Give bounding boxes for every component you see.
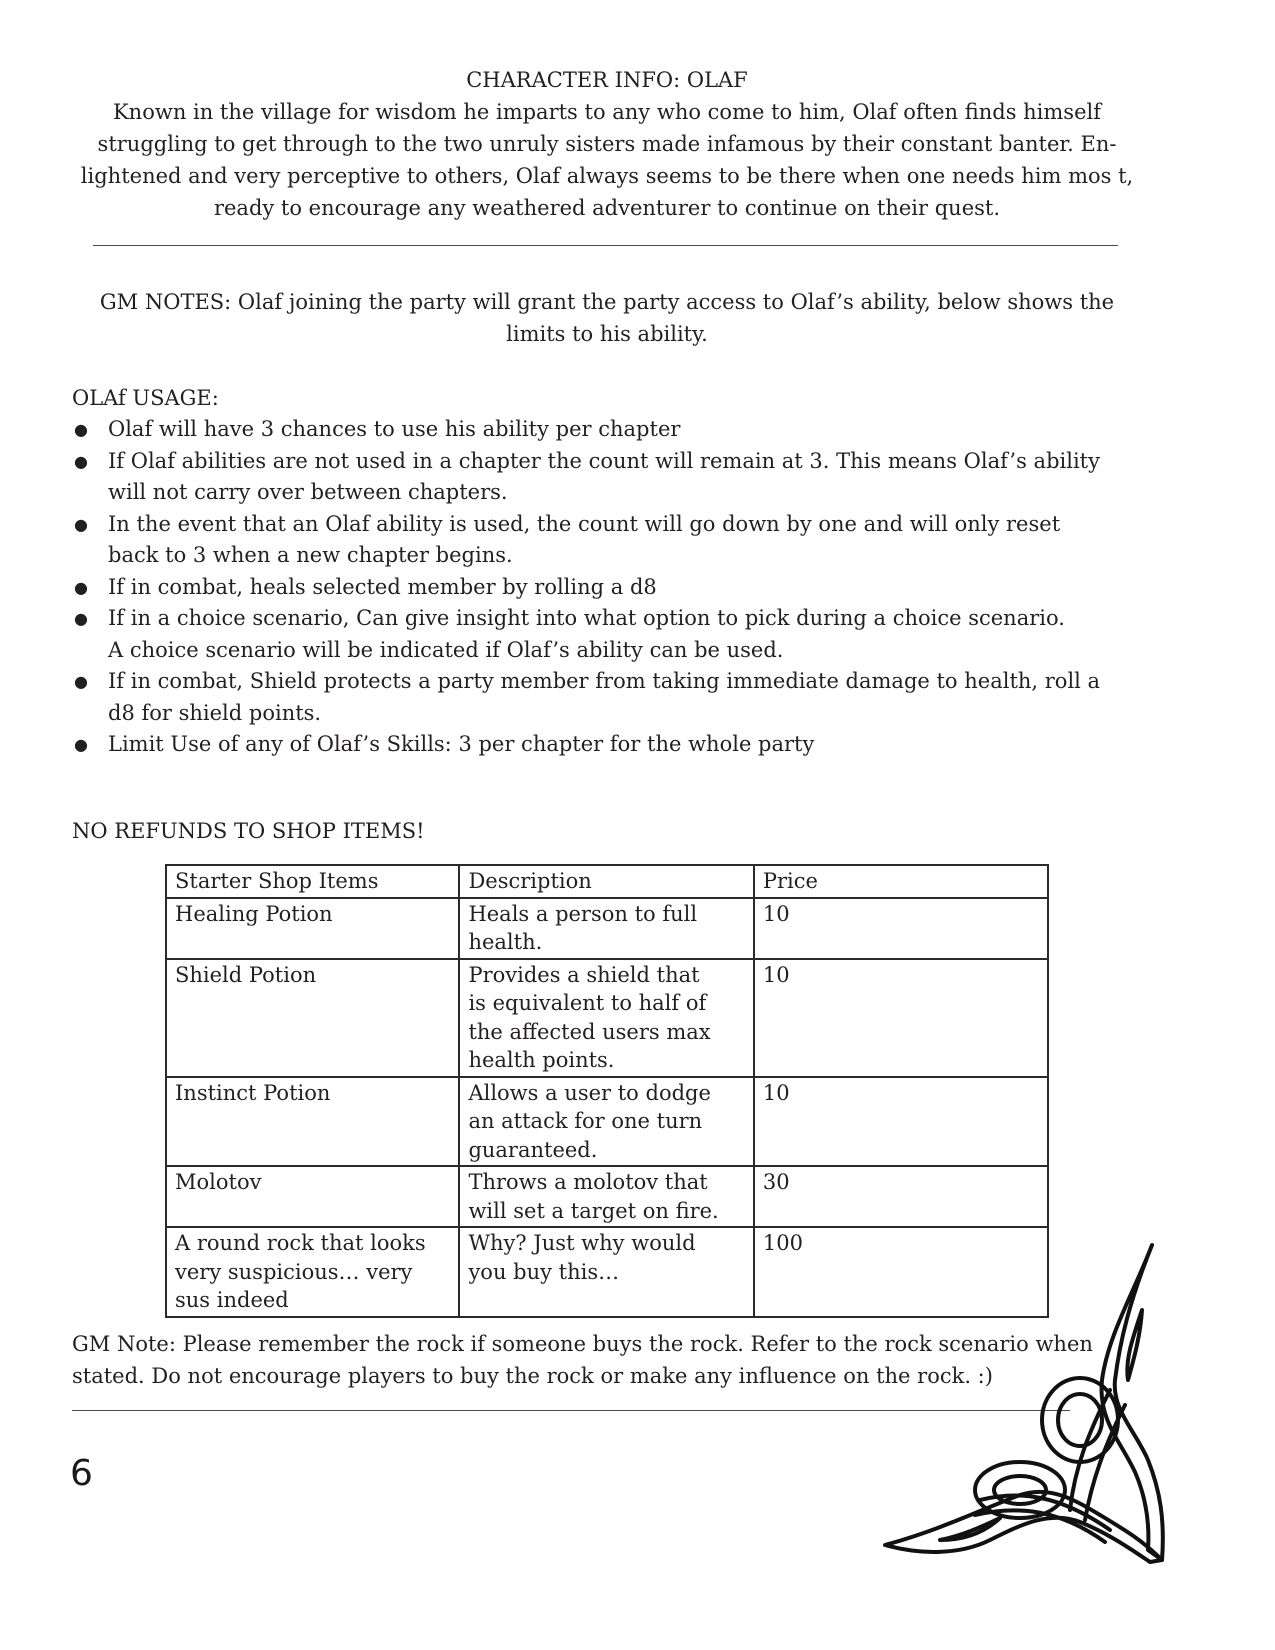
usage-item [72, 666, 1152, 729]
table-row [166, 1077, 1048, 1167]
item-name: Molotov [166, 1166, 459, 1227]
bullet-icon: ● [74, 451, 88, 471]
gm-notes-line: GM NOTES: Olaf joining the party will grant the party access to Olaf’s ability, below shows the [99, 290, 1115, 314]
gm-notes [72, 286, 1142, 350]
item-description: Provides a shield that is equivalent to half of the affected users max health points. [459, 959, 753, 1077]
item-description: Why? Just why would you buy this… [459, 1227, 753, 1317]
table-row [166, 898, 1048, 959]
item-description: Throws a molotov that will set a target on fire. [459, 1166, 753, 1227]
usage-heading: OLAf USAGE: [72, 386, 219, 410]
bullet-icon: ● [74, 672, 88, 691]
bullet-icon: ● [74, 514, 88, 534]
celtic-knot-corner-icon [880, 1240, 1180, 1580]
character-info-title: CHARACTER INFO: OLAF [466, 68, 748, 92]
usage-list [72, 414, 1152, 761]
usage-item [72, 446, 1152, 509]
usage-item-text: Limit Use of any of Olaf’s Skills: 3 per chapter for the whole party [108, 732, 815, 756]
table-header-row [166, 865, 1048, 898]
bullet-icon: ● [74, 577, 88, 597]
usage-item [72, 729, 1152, 761]
item-name: Healing Potion [166, 898, 459, 959]
column-header-price: Price [754, 865, 1048, 898]
usage-item-text: back to 3 when a new chapter begins. [108, 543, 513, 567]
usage-item-text: Olaf will have 3 chances to use his ability per chapter [108, 417, 681, 441]
table-row [166, 1166, 1048, 1227]
usage-item-text: In the event that an Olaf ability is used, the count will go down by one and will only reset [108, 511, 1061, 536]
usage-item [72, 572, 1152, 604]
item-price: 30 [754, 1166, 1048, 1227]
usage-item-text: d8 for shield points. [108, 700, 322, 725]
description-line: ready to encourage any weathered adventurer to continue on their quest. [213, 196, 1001, 220]
column-header-description: Description [459, 865, 753, 898]
item-price: 100 [754, 1227, 1048, 1317]
item-price: 10 [754, 898, 1048, 959]
item-name: Shield Potion [166, 959, 459, 1077]
character-description [72, 96, 1142, 224]
column-header-item: Starter Shop Items [166, 865, 459, 898]
usage-item-text: If in combat, heals selected member by rolling a d8 [108, 574, 657, 599]
item-description: Allows a user to dodge an attack for one turn guaranteed. [459, 1077, 753, 1167]
usage-item [72, 603, 1152, 666]
item-price: 10 [754, 1077, 1048, 1167]
description-line: struggling to get through to the two unruly sisters made infamous by their constant banter. En- [97, 132, 1117, 156]
page-number: 6 [70, 1453, 93, 1494]
usage-item [72, 414, 1152, 446]
item-name: Instinct Potion [166, 1077, 459, 1167]
section-divider [93, 245, 1118, 246]
usage-item-text: If in a choice scenario, Can give insight into what option to pick during a choice scenario. [108, 606, 1065, 630]
usage-item-text: will not carry over between chapters. [108, 480, 508, 504]
usage-item-text: A choice scenario will be indicated if Olaf’s ability can be used. [108, 637, 784, 662]
item-name: A round rock that looks very suspicious… very sus indeed [166, 1227, 459, 1317]
usage-item-text: If in combat, Shield protects a party member from taking immediate damage to health, roll a [108, 669, 1101, 693]
bullet-icon: ● [74, 609, 88, 628]
no-refunds-notice: NO REFUNDS TO SHOP ITEMS! [72, 819, 425, 843]
usage-item [72, 509, 1152, 572]
gm-note-rock-line: stated. Do not encourage players to buy the rock or make any influence on the rock. :) [72, 1364, 993, 1388]
table-row [166, 959, 1048, 1077]
gm-notes-line: limits to his ability. [506, 322, 708, 346]
item-description: Heals a person to full health. [459, 898, 753, 959]
bullet-icon: ● [74, 420, 88, 439]
description-line: lightened and very perceptive to others, Olaf always seems to be there when one needs him mos t, [80, 164, 1134, 188]
usage-item-text: If Olaf abilities are not used in a chapter the count will remain at 3. This means Olaf’s ability [108, 448, 1100, 473]
item-price: 10 [754, 959, 1048, 1077]
bullet-icon: ● [74, 735, 88, 754]
description-line: Known in the village for wisdom he imparts to any who come to him, Olaf often finds himself [112, 100, 1101, 124]
gm-note-rock-line: GM Note: Please remember the rock if someone buys the rock. Refer to the rock scenario when [72, 1332, 1093, 1356]
